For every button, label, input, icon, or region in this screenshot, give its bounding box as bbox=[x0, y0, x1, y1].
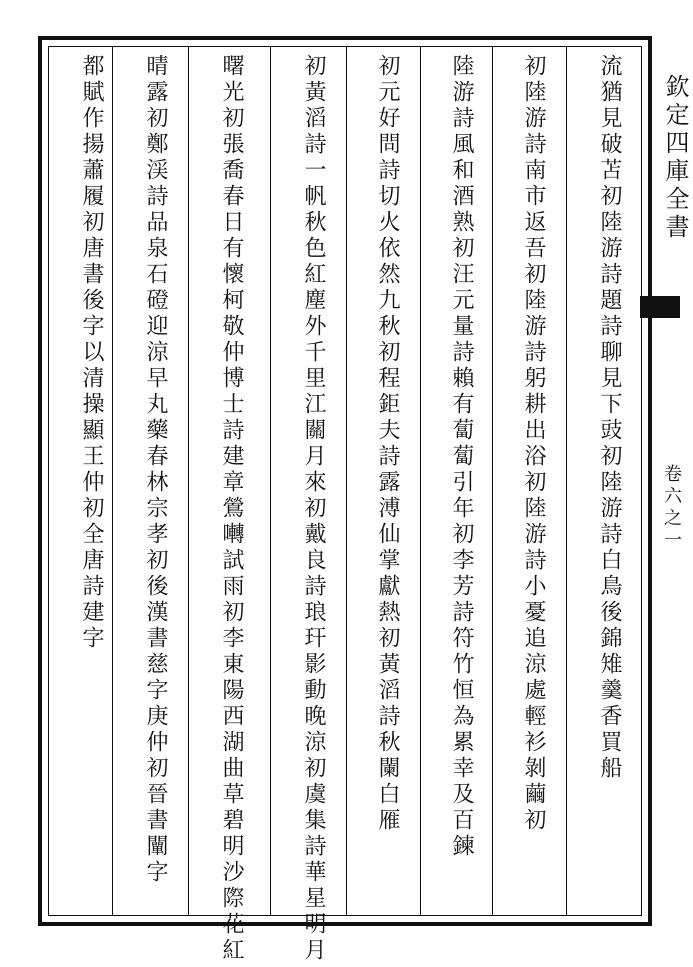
column-text: 初黃滔詩一帆秋色紅塵外千里江關月來初戴良詩琅玕影動晚涼初虞集詩華星明月 bbox=[301, 54, 326, 964]
column-text: 流猶見破苫初陸游詩題詩聊見下豉初陸游詩白鳥後錦雉羹香買船 bbox=[597, 54, 622, 782]
text-column-2 bbox=[498, 54, 560, 909]
column-rule bbox=[566, 46, 567, 916]
text-column-3 bbox=[426, 54, 488, 909]
text-column-7 bbox=[120, 54, 182, 909]
column-rule bbox=[346, 46, 347, 916]
column-rule bbox=[270, 46, 271, 916]
column-rule bbox=[188, 46, 189, 916]
text-column-6 bbox=[196, 54, 258, 964]
column-text: 曙光初張喬春日有懷柯敬仲博士詩建章鶯囀試雨初李東陽西湖曲草碧明沙際花紅 bbox=[219, 54, 244, 964]
text-column-4 bbox=[352, 54, 414, 909]
column-text: 晴露初鄭渓詩品泉石磴迎涼早丸藥春林宗孝初後漢書慈字庚仲初晉書闡字 bbox=[143, 54, 168, 886]
text-column-1 bbox=[574, 54, 636, 909]
column-rule bbox=[492, 46, 493, 916]
column-text: 初陸游詩南市返吾初陸游詩躬耕出浴初陸游詩小憂追涼處輕衫剝繭初 bbox=[521, 54, 546, 834]
text-column-5 bbox=[278, 54, 340, 964]
column-text: 都賦作揚蕭履初唐書後字以清操顯王仲初全唐詩建字 bbox=[79, 54, 104, 652]
page-margin bbox=[652, 54, 688, 924]
running-head: 欽定四庫全書 bbox=[661, 74, 689, 242]
section-mark: 卷六之一 bbox=[661, 464, 682, 552]
text-column-8 bbox=[50, 54, 112, 909]
column-text: 初元好問詩切火依然九秋初程鉅夫詩露溥仙掌獻熱初黃滔詩秋闌白雁 bbox=[375, 54, 400, 834]
column-rule bbox=[420, 46, 421, 916]
column-text: 陸游詩風和酒熟初汪元量詩賴有蔔蔔引年初李芳詩符竹恒為累幸及百鍊 bbox=[449, 54, 474, 860]
column-rule bbox=[112, 46, 113, 916]
